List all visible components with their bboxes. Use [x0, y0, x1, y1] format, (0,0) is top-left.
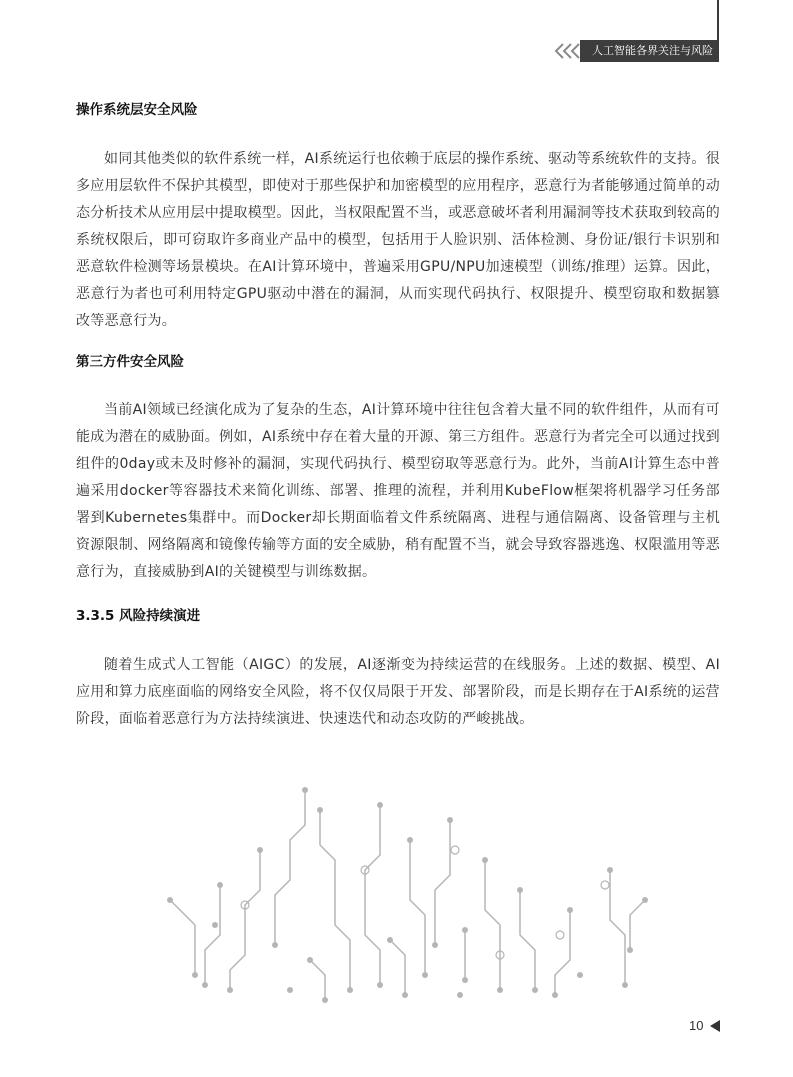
page-number: 10	[689, 1018, 704, 1033]
section-heading-evolution: 3.3.5 风险持续演进	[76, 608, 201, 624]
circuit-illustration	[150, 785, 650, 1010]
chapter-tag: 人工智能各界关注与风险	[580, 40, 718, 62]
running-header	[550, 40, 718, 62]
triangle-left-icon	[710, 1020, 720, 1032]
main-content	[76, 100, 720, 733]
section-heading-os: 操作系统层安全风险	[76, 102, 198, 118]
paragraph-evolution: 随着生成式人工智能（AIGC）的发展，AI逐渐变为持续运营的在线服务。上述的数据、模型、AI应用和算力底座面临的网络安全风险，将不仅仅局限于开发、部署阶段，而是长期存在于AI系统的运营阶段，面临着恶意行为方法持续演进、快速迭代和动态攻防的严峻挑战。	[76, 657, 720, 727]
section-heading-third-party: 第三方件安全风险	[76, 354, 184, 370]
paragraph-os: 如同其他类似的软件系统一样，AI系统运行也依赖于底层的操作系统、驱动等系统软件的支持。很多应用层软件不保护其模型，即使对于那些保护和加密模型的应用程序，恶意行为者能够通过简单的动态分析技术从应用层中提取模型。因此，当权限配置不当，或恶意破坏者利用漏洞等技术获取到较高的系统权限后，即可窃取许多商业产品中的模型，包括用于人脸识别、活体检测、身份证/银行卡识别和恶意软件检测等场景模块。在AI计算环境中，普遍采用GPU/NPU加速模型（训练/推理）运算。因此，恶意行为者也可利用特定GPU驱动中潜在的漏洞，从而实现代码执行、权限提升、模型窃取和数据篡改等恶意行为。	[76, 151, 720, 329]
paragraph-third-party: 当前AI领域已经演化成为了复杂的生态，AI计算环境中往往包含着大量不同的软件组件，从而有可能成为潜在的威胁面。例如，AI系统中存在着大量的开源、第三方组件。恶意行为者完全可以通过找到组件的0day或未及时修补的漏洞，实现代码执行、模型窃取等恶意行为。此外，当前AI计算生态中普遍采用docker等容器技术来简化训练、部署、推理的流程，并利用KubeFlow框架将机器学习任务部署到Kubernetes集群中。而Docker却长期面临着文件系统隔离、进程与通信隔离、设备管理与主机资源限制、网络隔离和镜像传输等方面的安全威胁，稍有配置不当，就会导致容器逃逸、权限滥用等恶意行为，直接威胁到AI的关键模型与训练数据。	[76, 402, 720, 580]
